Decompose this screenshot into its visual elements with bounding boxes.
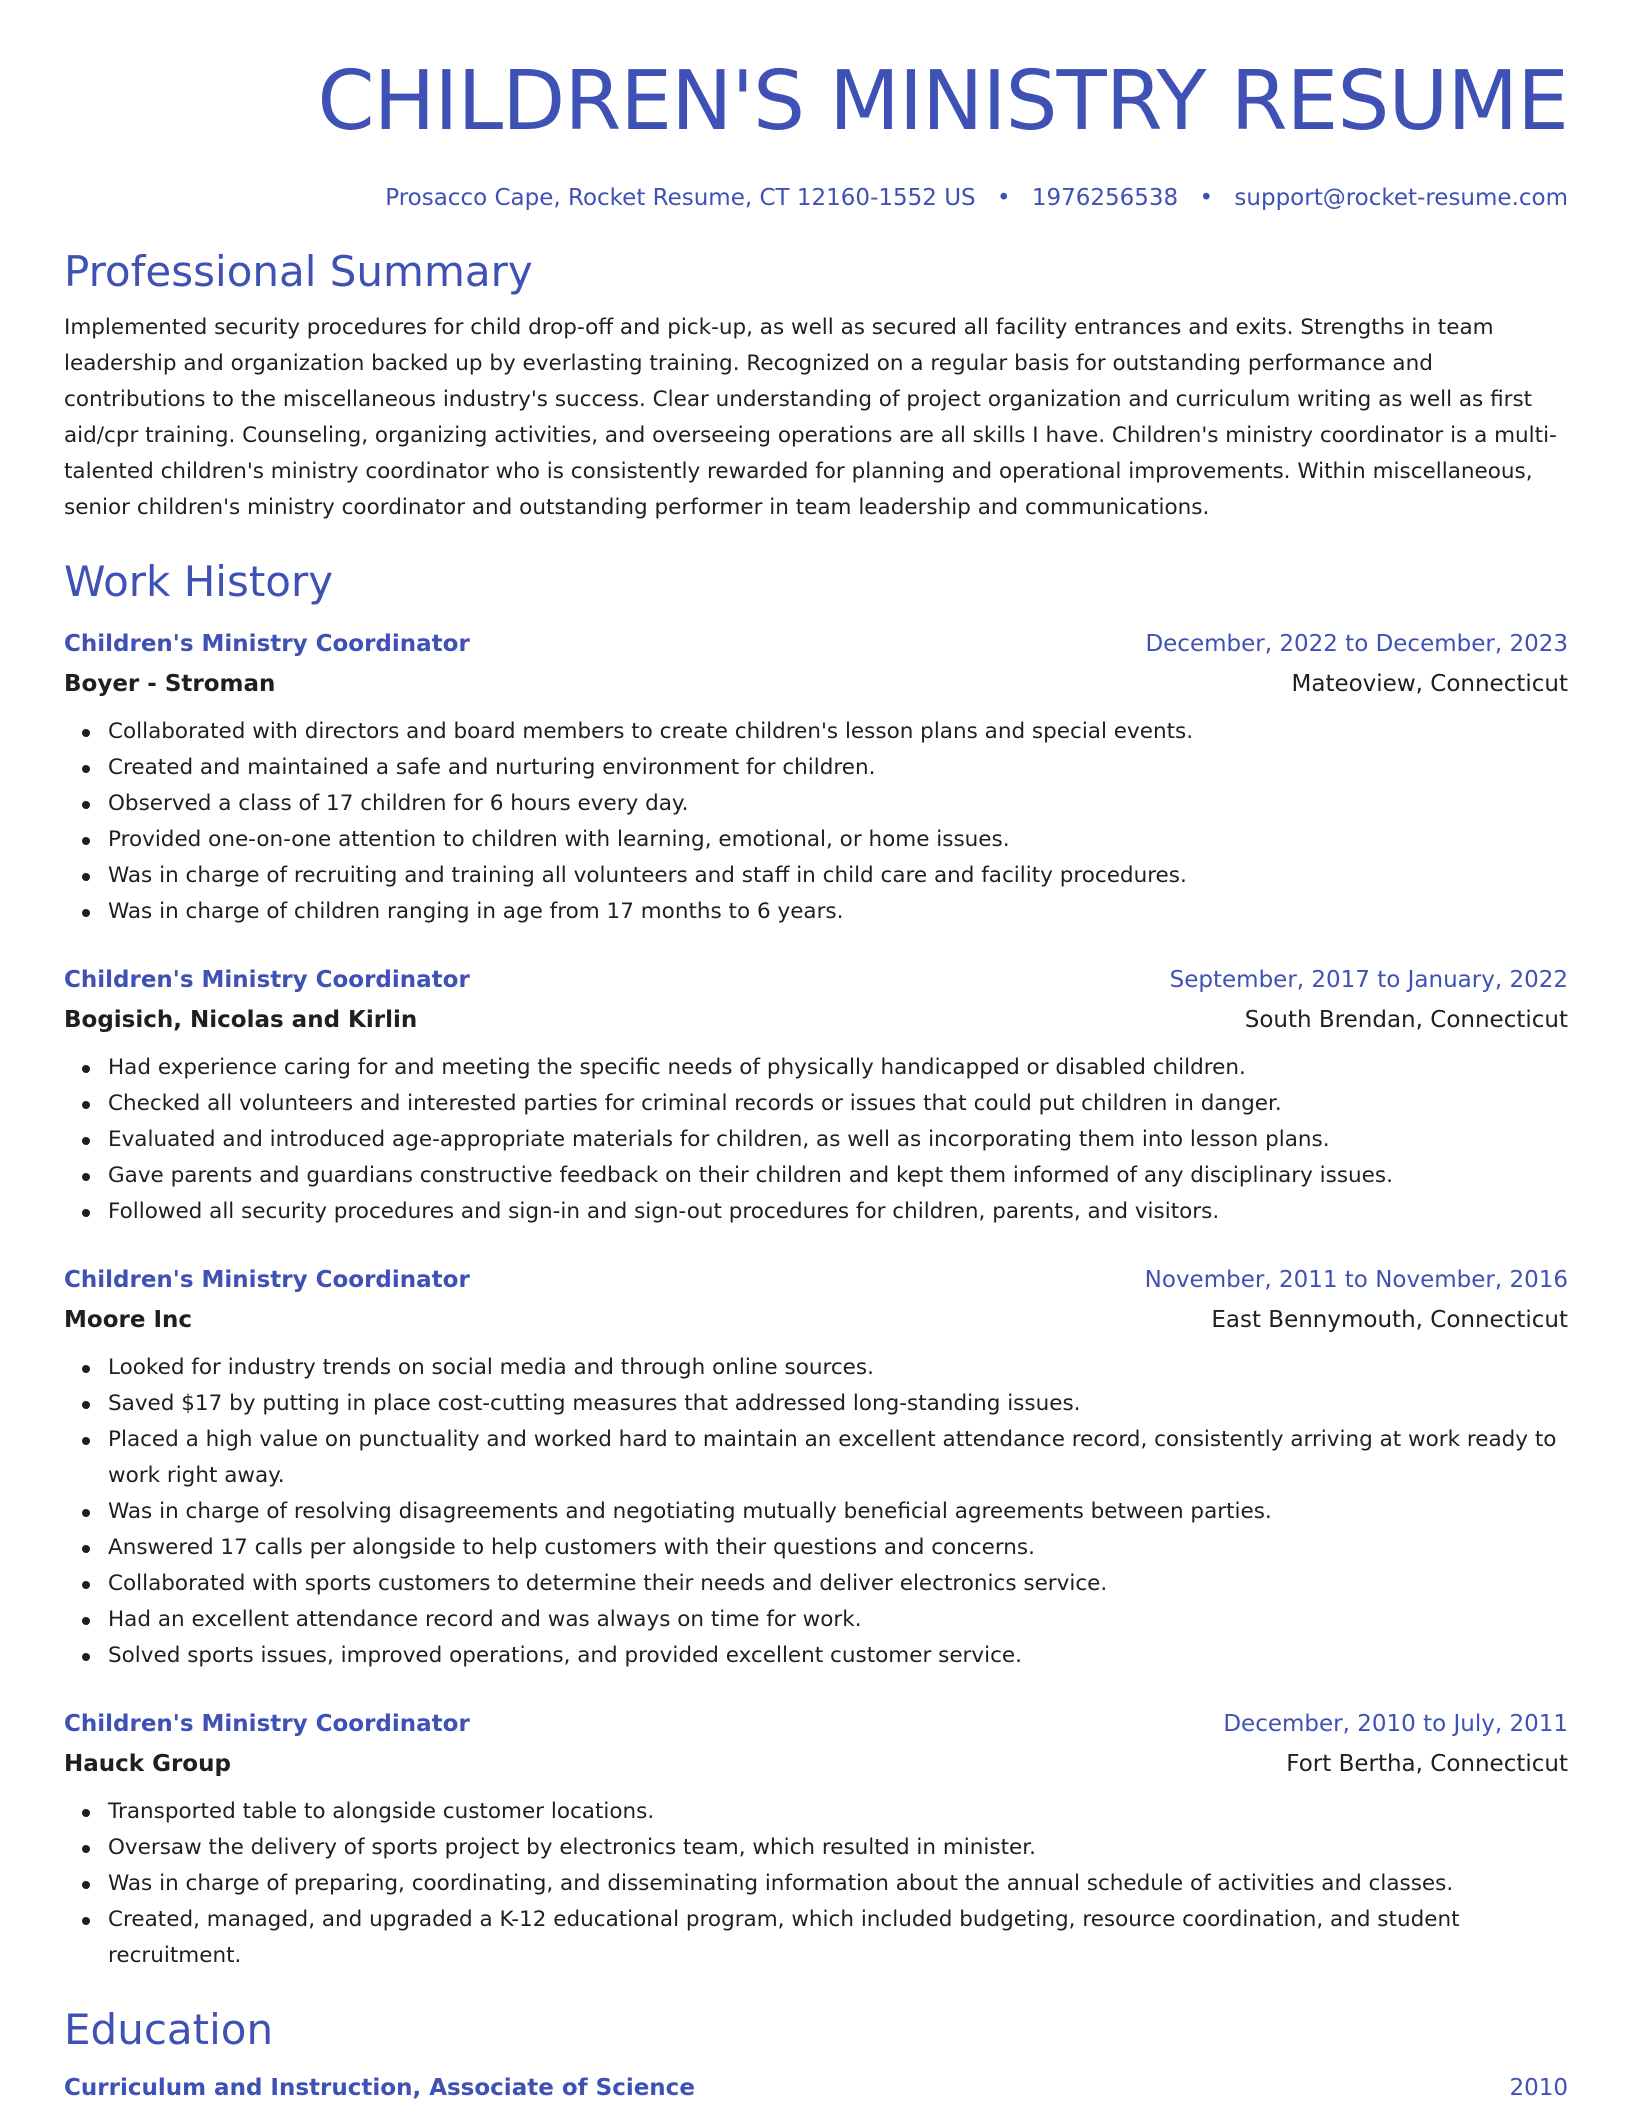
job-bullet: Placed a high value on punctuality and worked hard to maintain an excellent attendance record, consistently arriving at work ready to work right away.: [108, 1422, 1568, 1494]
job-bullet: Created, managed, and upgraded a K-12 educational program, which included budgeting, resource coordination, and student recruitment.: [108, 1902, 1568, 1974]
job-bullet: Transported table to alongside customer locations.: [108, 1794, 1568, 1830]
job-bullet: Was in charge of children ranging in age from 17 months to 6 years.: [108, 894, 1568, 930]
job-bullet: Answered 17 calls per alongside to help customers with their questions and concerns.: [108, 1530, 1568, 1566]
job-bullet: Had experience caring for and meeting the specific needs of physically handicapped or disabled children.: [108, 1050, 1568, 1086]
job-bullet: Saved $17 by putting in place cost-cutting measures that addressed long-standing issues.: [108, 1386, 1568, 1422]
job-location: Mateoview, Connecticut: [1291, 671, 1568, 697]
job-bullet: Evaluated and introduced age-appropriate materials for children, as well as incorporating them into lesson plans.: [108, 1122, 1568, 1158]
job-bullet: Looked for industry trends on social media and through online sources.: [108, 1350, 1568, 1386]
job-bullet: Created and maintained a safe and nurturing environment for children.: [108, 750, 1568, 786]
contact-phone: 1976256538: [1031, 185, 1179, 211]
job-bullets: [64, 1794, 1568, 1974]
job-bullets: [64, 714, 1568, 930]
education-heading: Education: [64, 2005, 274, 2054]
job-title: Children's Ministry Coordinator: [64, 1267, 470, 1293]
job-bullet: Gave parents and guardians constructive feedback on their children and kept them informed of any disciplinary issues.: [108, 1158, 1568, 1194]
job-entry: [64, 960, 1568, 1230]
contact-separator: •: [1199, 185, 1214, 211]
job-bullet: Was in charge of recruiting and training all volunteers and staff in child care and facility procedures.: [108, 858, 1568, 894]
resume-name: CHILDREN'S MINISTRY RESUME: [317, 54, 1568, 149]
job-bullet: Was in charge of preparing, coordinating, and disseminating information about the annual schedule of activities and classes.: [108, 1866, 1568, 1902]
resume-header: [64, 0, 1568, 214]
job-entry: [64, 1260, 1568, 1674]
job-dates: December, 2022 to December, 2023: [1145, 631, 1568, 657]
job-location: East Bennymouth, Connecticut: [1211, 1307, 1568, 1333]
job-entry: [64, 1704, 1568, 1974]
contact-separator: •: [996, 185, 1011, 211]
job-bullets: [64, 1050, 1568, 1230]
job-title: Children's Ministry Coordinator: [64, 967, 470, 993]
job-dates: December, 2010 to July, 2011: [1223, 1711, 1568, 1737]
job-company: Boyer - Stroman: [64, 671, 276, 697]
work-history-heading: Work History: [64, 557, 334, 606]
job-bullet: Was in charge of resolving disagreements and negotiating mutually beneficial agreements between parties.: [108, 1494, 1568, 1530]
summary-text: Implemented security procedures for child drop-off and pick-up, as well as secured all facility entrances and exits. Strengths in team leadership and organization backed up by everlasting training. Recognized on a regular basis for outstanding performance and contributions to the miscellaneous industry's success. Clear understanding of project organization and curriculum writing as well as first aid/cpr training. Counseling, organizing activities, and overseeing operations are all skills I have. Children's ministry coordinator is a multi-talented children's ministry coordinator who is consistently rewarded for planning and operational improvements. Within miscellaneous, senior children's ministry coordinator and outstanding performer in team leadership and communications.: [64, 315, 1557, 520]
job-bullet: Observed a class of 17 children for 6 hours every day.: [108, 786, 1568, 822]
education-degree: Curriculum and Instruction, Associate of Science: [64, 2075, 695, 2101]
job-company: Hauck Group: [64, 1751, 231, 1777]
job-bullets: [64, 1350, 1568, 1674]
job-location: South Brendan, Connecticut: [1244, 1007, 1568, 1033]
job-bullet: Checked all volunteers and interested parties for criminal records or issues that could put children in danger.: [108, 1086, 1568, 1122]
job-location: Fort Bertha, Connecticut: [1286, 1751, 1568, 1777]
contact-line: [64, 182, 1568, 214]
education-year: 2010: [1509, 2075, 1568, 2101]
contact-email: support@rocket-resume.com: [1234, 185, 1568, 211]
job-bullet: Collaborated with directors and board members to create children's lesson plans and special events.: [108, 714, 1568, 750]
job-bullet: Solved sports issues, improved operations, and provided excellent customer service.: [108, 1638, 1568, 1674]
job-bullet: Followed all security procedures and sign-in and sign-out procedures for children, parents, and visitors.: [108, 1194, 1568, 1230]
job-bullet: Oversaw the delivery of sports project by electronics team, which resulted in minister.: [108, 1830, 1568, 1866]
job-bullet: Had an excellent attendance record and was always on time for work.: [108, 1602, 1568, 1638]
job-dates: November, 2011 to November, 2016: [1144, 1267, 1568, 1293]
summary-heading: Professional Summary: [64, 247, 533, 296]
job-entry: [64, 624, 1568, 930]
contact-address: Prosacco Cape, Rocket Resume, CT 12160-1552 US: [385, 185, 976, 211]
job-company: Bogisich, Nicolas and Kirlin: [64, 1007, 418, 1033]
job-bullet: Provided one-on-one attention to children with learning, emotional, or home issues.: [108, 822, 1568, 858]
job-bullet: Collaborated with sports customers to determine their needs and deliver electronics service.: [108, 1566, 1568, 1602]
job-company: Moore Inc: [64, 1307, 193, 1333]
education-entry: [64, 2068, 1568, 2108]
job-title: Children's Ministry Coordinator: [64, 1711, 470, 1737]
job-title: Children's Ministry Coordinator: [64, 631, 470, 657]
job-dates: September, 2017 to January, 2022: [1169, 967, 1568, 993]
